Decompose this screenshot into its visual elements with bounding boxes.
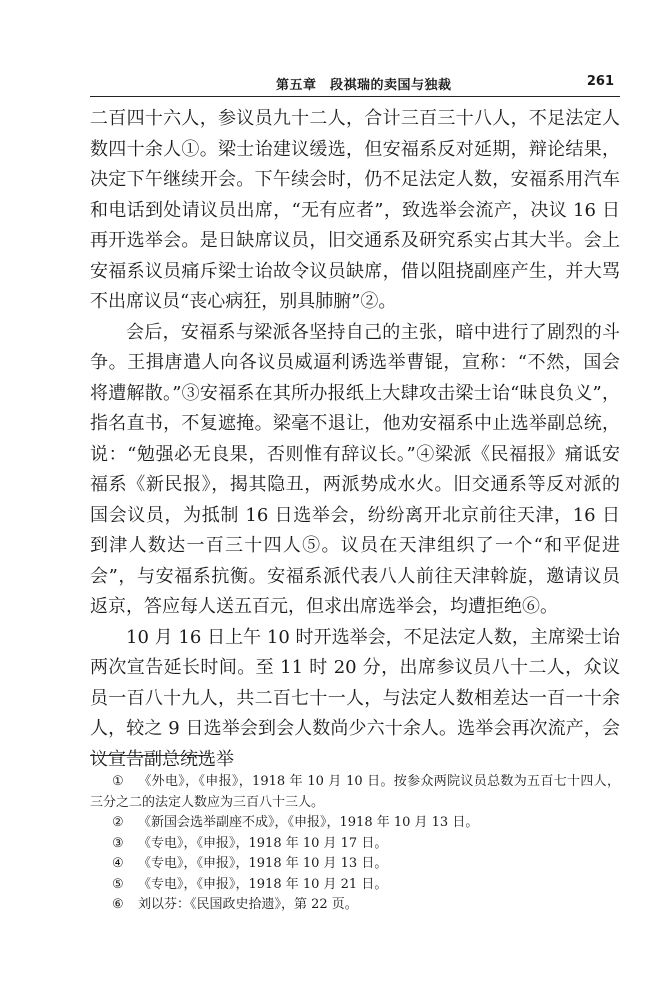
- footnote-5: [90, 875, 620, 896]
- paragraph-1: 二百四十六人，参议员九十二人，合计三百三十八人，不足法定人数四十余人①。梁士诒建议缓选，但安福系反对延期，辩论结果，决定下午继续开会。下午续会时，仍不足法定人数，安福系用汽车和电话到处请议员出席，“无有应者”，致选举会流产，决议 16 日再开选举会。是日缺席议员，旧交通系及研究系实占其大半。会上安福系议员痛斥梁士诒故令议员缺席，借以阻挠副座产生，并大骂不出席议员“丧心病狂，别具肺腑”②。: [90, 108, 620, 312]
- footnote-divider: [90, 755, 210, 756]
- body-text: [90, 104, 620, 775]
- footnote-number: ⑤: [112, 876, 124, 892]
- footnote-4: [90, 854, 620, 875]
- running-title: 第五章 段祺瑞的卖国与独裁: [276, 78, 452, 93]
- footnote-1: [90, 772, 620, 813]
- footnote-number: ①: [112, 774, 124, 789]
- footnote-text: 《专电》，《申报》，1918 年 10 月 17 日。: [138, 835, 388, 851]
- footnote-text: 《新国会选举副座不成》，《申报》，1918 年 10 月 13 日。: [138, 815, 479, 830]
- footnote-2: [90, 813, 620, 834]
- running-header: [90, 70, 620, 97]
- footnote-number: ④: [112, 856, 124, 871]
- footnote-3: [90, 834, 620, 855]
- paragraph-3: 10 月 16 日上午 10 时开选举会，不足法定人数，主席梁士诒两次宣告延长时间。至 11 时 20 分，出席参议员八十二人，众议员一百八十九人，共二百七十一人，与法定人数相差达一百一十余人，较之 9 日选举会到会人数尚少六十余人。选举会再次流产，会议宣告副总统选举: [90, 626, 620, 770]
- footnote-text: 《专电》，《申报》，1918 年 10 月 13 日。: [138, 856, 388, 871]
- footnote-text: 刘以芬：《民国政史拾遗》，第 22 页。: [138, 897, 358, 912]
- page-number: 261: [586, 74, 614, 89]
- footnote-number: ②: [112, 815, 124, 830]
- footnote-6: [90, 895, 620, 916]
- footnote-text: 《专电》，《申报》，1918 年 10 月 21 日。: [138, 876, 388, 892]
- footnote-text: 《外电》，《申报》，1918 年 10 月 10 日。按参众两院议员总数为五百七十四人，三分之二的法定人数应为三百八十三人。: [90, 774, 620, 810]
- footnotes: [90, 772, 620, 916]
- footnote-number: ⑥: [112, 897, 124, 912]
- paragraph-2: 会后，安福系与梁派各坚持自己的主张，暗中进行了剧烈的斗争。王揖唐遣人向各议员威逼利诱选举曹锟，宣称：“不然，国会将遭解散。”③安福系在其所办报纸上大肆攻击梁士诒“昧良负义”，指名直书，不复遮掩。梁毫不退让，他劝安福系中止选举副总统，说：“勉强必无良果，否则惟有辞议长。”④梁派《民福报》痛诋安福系《新民报》，揭其隐丑，两派势成水火。旧交通系等反对派的国会议员，为抵制 16 日选举会，纷纷离开北京前往天津，16 日到津人数达一百三十四人⑤。议员在天津组织了一个“和平促进会”，与安福系抗衡。安福系派代表八人前往天津斡旋，邀请议员返京，答应每人送五百元，但求出席选举会，均遭拒绝⑥。: [90, 321, 620, 617]
- footnote-number: ③: [112, 835, 124, 851]
